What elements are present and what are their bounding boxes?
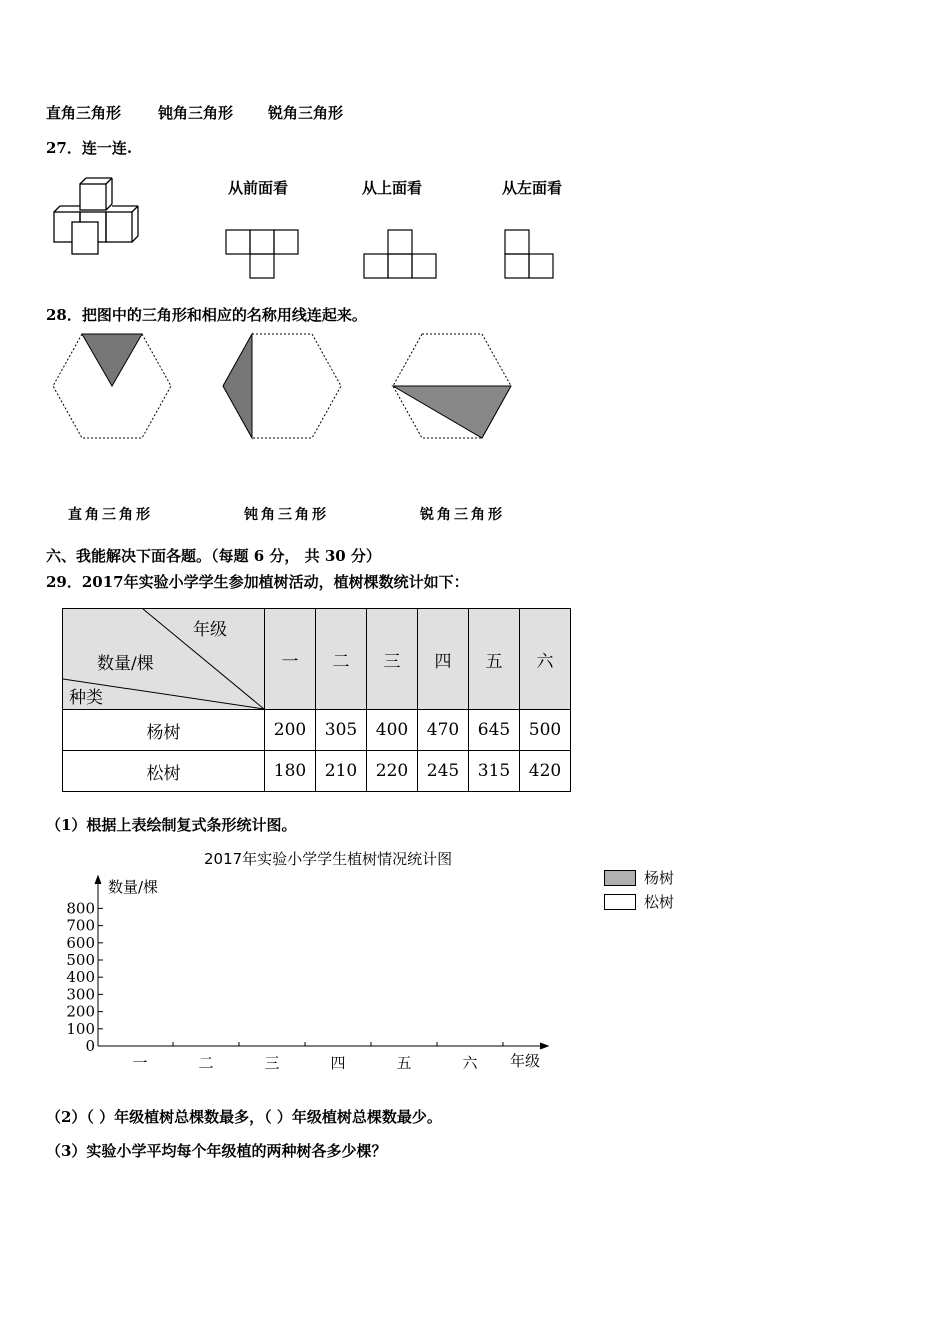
option-acute-triangle: 锐角三角形 <box>268 104 344 122</box>
view-label-top: 从上面看 <box>362 179 423 197</box>
bar-chart <box>60 870 570 1080</box>
y-tick-label: 200 <box>66 1002 95 1021</box>
question-29-title: 29．2017年实验小学学生参加植树活动，植树棵数统计如下： <box>46 573 469 591</box>
x-tick-label: 四 <box>330 1054 346 1072</box>
planting-table <box>62 608 571 792</box>
part-1-text: （1）根据上表绘制复式条形统计图。 <box>46 816 297 834</box>
left-view-figure <box>502 226 558 282</box>
front-view-figure <box>224 226 300 282</box>
table-cell: 645 <box>469 710 520 751</box>
header-grade: 年级 <box>193 620 227 640</box>
table-row <box>63 751 571 792</box>
x-tick-label: 六 <box>462 1054 478 1072</box>
table-cell: 220 <box>367 751 418 792</box>
legend-swatch-yang <box>604 870 636 886</box>
y-tick-label: 300 <box>66 985 95 1004</box>
table-cell: 400 <box>367 710 418 751</box>
y-tick-label: 100 <box>66 1019 95 1038</box>
grade-header: 五 <box>469 609 520 710</box>
y-tick-label: 500 <box>66 951 95 969</box>
view-label-front: 从前面看 <box>228 179 289 197</box>
view-label-left: 从左面看 <box>502 179 563 197</box>
hexagon-figure-2 <box>220 330 345 442</box>
cube-stack-figure <box>50 176 150 256</box>
table-cell: 470 <box>418 710 469 751</box>
y-tick-label: 700 <box>66 916 95 935</box>
table-cell: 305 <box>316 710 367 751</box>
table-cell: 180 <box>265 751 316 792</box>
row-name: 杨树 <box>63 710 265 751</box>
table-cell: 210 <box>316 751 367 792</box>
grade-header: 六 <box>520 609 571 710</box>
question-28-title: 28．把图中的三角形和相应的名称用线连起来。 <box>46 306 367 324</box>
x-axis-label: 年级 <box>510 1052 541 1070</box>
y-tick-label: 400 <box>66 968 95 987</box>
part-2-text: （2）（ ）年级植树总棵数最多，（ ）年级植树总棵数最少。 <box>46 1108 442 1126</box>
header-quantity: 数量/棵 <box>97 654 154 674</box>
table-corner-header <box>63 609 265 710</box>
label-right-triangle: 直角三角形 <box>68 507 153 523</box>
grade-header: 三 <box>367 609 418 710</box>
part-3-text: （3）实验小学平均每个年级植的两种树各多少棵？ <box>46 1142 387 1160</box>
x-tick-label: 二 <box>198 1054 214 1072</box>
row-name: 松树 <box>63 751 265 792</box>
label-acute-triangle: 锐角三角形 <box>420 507 505 523</box>
section-6-heading: 六、我能解决下面各题。（每题 6 分， 共 30 分） <box>46 547 381 565</box>
x-tick-label: 一 <box>132 1054 148 1072</box>
legend-swatch-song <box>604 894 636 910</box>
table-cell: 245 <box>418 751 469 792</box>
grade-header: 四 <box>418 609 469 710</box>
table-cell: 500 <box>520 710 571 751</box>
y-tick-label: 600 <box>66 933 95 952</box>
label-obtuse-triangle: 钝角三角形 <box>244 507 329 523</box>
hexagon-figure-1 <box>50 330 175 442</box>
hexagon-figure-3 <box>390 330 515 442</box>
y-tick-label: 800 <box>66 899 95 918</box>
x-axis-arrow <box>540 1043 548 1049</box>
table-cell: 420 <box>520 751 571 792</box>
y-axis-label: 数量/棵 <box>108 878 159 896</box>
x-tick-label: 五 <box>396 1054 412 1072</box>
option-right-triangle: 直角三角形 <box>46 104 122 122</box>
legend-label-yang: 杨树 <box>644 869 675 887</box>
y-tick-label: 0 <box>85 1037 95 1055</box>
top-view-figure <box>362 226 440 282</box>
grade-header: 二 <box>316 609 367 710</box>
y-axis-arrow <box>95 876 101 884</box>
grade-header: 一 <box>265 609 316 710</box>
option-obtuse-triangle: 钝角三角形 <box>158 104 234 122</box>
table-row <box>63 710 571 751</box>
table-cell: 200 <box>265 710 316 751</box>
table-cell: 315 <box>469 751 520 792</box>
chart-title: 2017年实验小学学生植树情况统计图 <box>204 850 453 868</box>
header-kind: 种类 <box>69 688 103 708</box>
x-tick-label: 三 <box>264 1054 280 1072</box>
legend-label-song: 松树 <box>644 893 675 911</box>
question-27-title: 27．连一连. <box>46 139 133 157</box>
